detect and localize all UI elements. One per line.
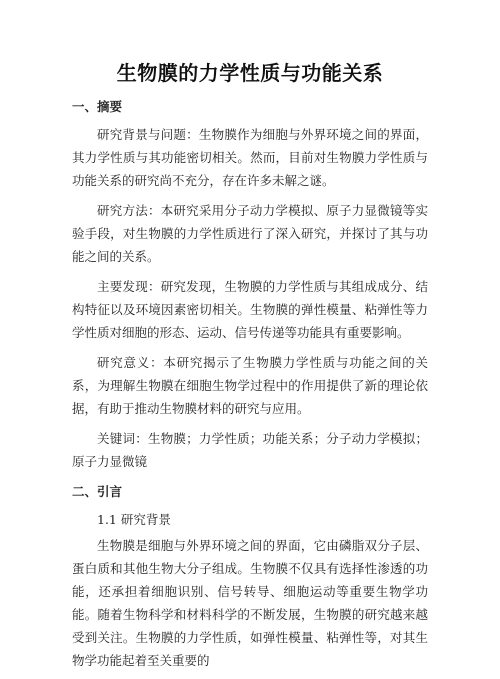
abstract-findings: 主要发现：研究发现，生物膜的力学性质与其组成成分、结构特征以及环境因素密切相关。生物膜的弹性模量、粘弹性等力学性质对细胞的形态、运动、信号传递等功能具有重要影响。 — [72, 279, 428, 340]
keywords: 关键词：生物膜；力学性质；功能关系；分子动力学模拟；原子力显微镜 — [72, 431, 428, 469]
abstract-significance: 研究意义：本研究揭示了生物膜力学性质与功能之间的关系，为理解生物膜在细胞生物学过程中的作用提供了新的理论依据，有助于推动生物膜材料的研究与应用。 — [72, 355, 428, 416]
document-title: 生物膜的力学性质与功能关系 — [116, 61, 384, 85]
abstract-background: 研究背景与问题：生物膜作为细胞与外界环境之间的界面，其力学性质与其功能密切相关。然而，目前对生物膜力学性质与功能关系的研究尚不充分，存在许多未解之谜。 — [72, 127, 428, 188]
intro-paragraph: 生物膜是细胞与外界环境之间的界面，它由磷脂双分子层、蛋白质和其他生物大分子组成。生物膜不仅具有选择性渗透的功能，还承担着细胞识别、信号转导、细胞运动等重要生物学功能。随着生物科学和材料科学的不断发展，生物膜的研究越来越受到关注。生物膜的力学性质，如弹性模量、粘弹性等，对其生物学功能起着至关重要的 — [72, 538, 428, 668]
intro-heading: 二、引言 — [72, 484, 123, 499]
subsection-heading: 1.1 研究背景 — [97, 512, 171, 527]
abstract-heading: 一、摘要 — [72, 99, 123, 114]
abstract-methods: 研究方法：本研究采用分子动力学模拟、原子力显微镜等实验手段，对生物膜的力学性质进行了深入研究，并探讨了其与功能之间的关系。 — [72, 203, 428, 264]
document-body — [72, 95, 428, 679]
